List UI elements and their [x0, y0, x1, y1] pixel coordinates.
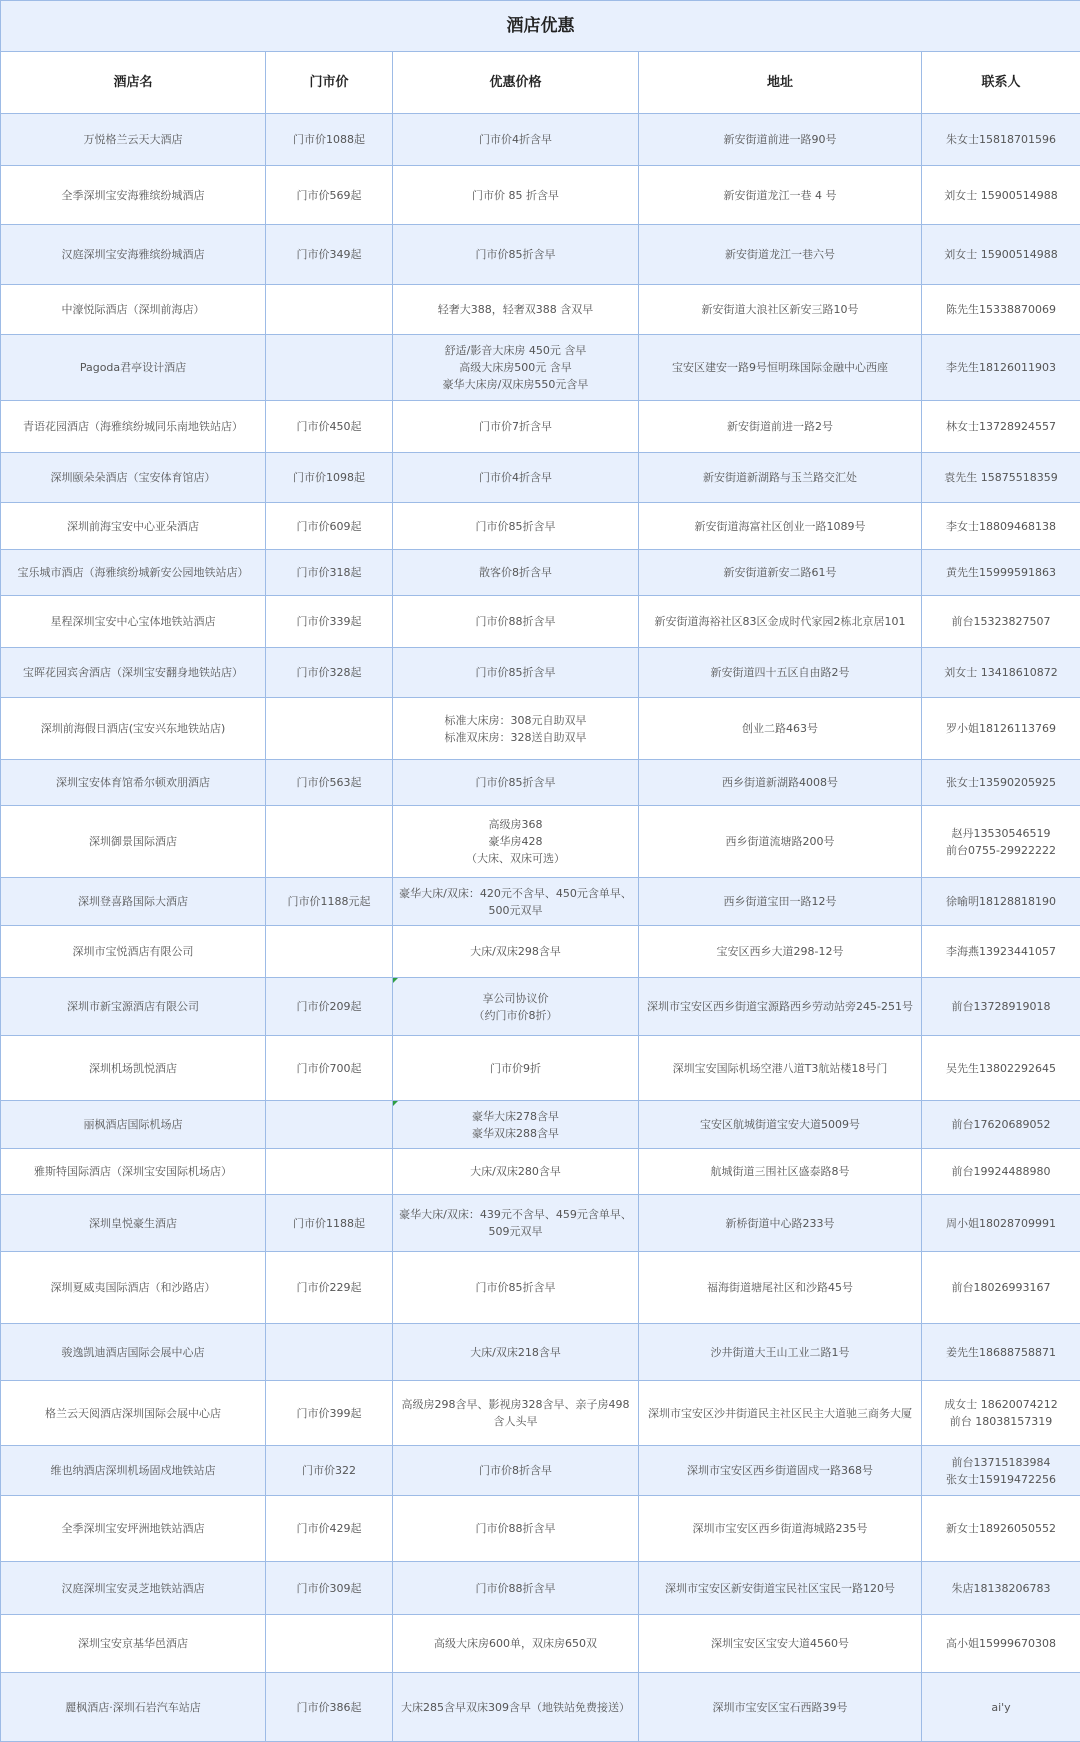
address-cell: 新安街道四十五区自由路2号: [639, 648, 922, 698]
address-cell: 深圳市宝安区新安街道宝民社区宝民一路120号: [639, 1562, 922, 1615]
discount-cell-line: 大床285含早双床309含早（地铁站免费接送）: [399, 1699, 632, 1716]
table-row: [1, 285, 1080, 335]
discount-cell-line: 散客价8折含早: [399, 564, 632, 581]
contact-cell: [922, 1446, 1080, 1496]
discount-cell-line: 高级房298含早、影视房328含早、亲子房498含人头早: [399, 1396, 632, 1430]
contact-cell-line: 黄先生15999591863: [928, 564, 1074, 581]
address-cell: 沙井街道大王山工业二路1号: [639, 1324, 922, 1381]
discount-cell-line: 门市价4折含早: [399, 131, 632, 148]
header-address: 地址: [639, 52, 922, 114]
table-row: [1, 1615, 1080, 1673]
contact-cell: [922, 1615, 1080, 1673]
rack-rate-cell: [266, 335, 393, 401]
contact-cell-line: 前台17620689052: [928, 1116, 1074, 1133]
table-body: [1, 114, 1080, 1742]
discount-cell-line: 豪华大床/双床：420元不含早、450元含单早、500元双早: [399, 885, 632, 919]
contact-cell: [922, 1562, 1080, 1615]
address-cell: 新桥街道中心路233号: [639, 1195, 922, 1252]
address-cell: 航城街道三围社区盛泰路8号: [639, 1149, 922, 1195]
hotel-name-cell: 骏逸凯迪酒店国际会展中心店: [1, 1324, 266, 1381]
contact-cell: [922, 225, 1080, 285]
contact-cell: [922, 114, 1080, 166]
table-row: [1, 550, 1080, 596]
address-cell: 深圳市宝安区西乡街道宝源路西乡劳动站旁245-251号: [639, 978, 922, 1036]
address-cell: 新安街道龙江一巷六号: [639, 225, 922, 285]
contact-cell-line: 前台13728919018: [928, 998, 1074, 1015]
contact-cell: [922, 335, 1080, 401]
contact-cell: [922, 1149, 1080, 1195]
table-row: [1, 596, 1080, 648]
address-cell: 西乡街道新湖路4008号: [639, 760, 922, 806]
hotel-name-cell: 深圳夏威夷国际酒店（和沙路店）: [1, 1252, 266, 1324]
rack-rate-cell: 门市价322: [266, 1446, 393, 1496]
discount-cell: [393, 1562, 639, 1615]
discount-cell: [393, 978, 639, 1036]
rack-rate-cell: [266, 1149, 393, 1195]
rack-rate-cell: [266, 806, 393, 878]
hotel-name-cell: 深圳前海宝安中心亚朵酒店: [1, 503, 266, 550]
table-row: [1, 1195, 1080, 1252]
contact-cell-line: 高小姐15999670308: [928, 1635, 1074, 1652]
hotel-name-cell: 全季深圳宝安坪洲地铁站酒店: [1, 1496, 266, 1562]
discount-cell-line: 大床/双床280含早: [399, 1163, 632, 1180]
contact-cell: [922, 648, 1080, 698]
table-row: [1, 225, 1080, 285]
discount-cell: [393, 806, 639, 878]
discount-cell: [393, 550, 639, 596]
hotel-name-cell: 星程深圳宝安中心宝体地铁站酒店: [1, 596, 266, 648]
contact-cell: [922, 1673, 1080, 1742]
contact-cell: [922, 806, 1080, 878]
rack-rate-cell: 门市价349起: [266, 225, 393, 285]
table-title: 酒店优惠: [1, 1, 1080, 52]
address-cell: 宝安区建安一路9号恒明珠国际金融中心西座: [639, 335, 922, 401]
discount-cell: [393, 401, 639, 453]
address-cell: 新安街道前进一路2号: [639, 401, 922, 453]
rack-rate-cell: [266, 285, 393, 335]
address-cell: 深圳市宝安区西乡街道固戍一路368号: [639, 1446, 922, 1496]
table-row: [1, 1381, 1080, 1446]
rack-rate-cell: 门市价1088起: [266, 114, 393, 166]
table-row: [1, 114, 1080, 166]
table-row: [1, 878, 1080, 926]
contact-cell: [922, 166, 1080, 225]
discount-cell: [393, 1615, 639, 1673]
discount-cell: [393, 285, 639, 335]
discount-cell: [393, 335, 639, 401]
contact-cell-line: 罗小姐18126113769: [928, 720, 1074, 737]
contact-cell: [922, 1496, 1080, 1562]
discount-cell-line: 门市价88折含早: [399, 1520, 632, 1537]
contact-cell: [922, 453, 1080, 503]
discount-cell-line: 门市价85折含早: [399, 246, 632, 263]
discount-cell: [393, 1252, 639, 1324]
discount-cell-line: 豪华双床288含早: [399, 1125, 632, 1142]
table-row: [1, 760, 1080, 806]
discount-cell: [393, 760, 639, 806]
rack-rate-cell: 门市价429起: [266, 1496, 393, 1562]
contact-cell: [922, 978, 1080, 1036]
address-cell: 新安街道大浪社区新安三路10号: [639, 285, 922, 335]
contact-cell-line: 朱女士15818701596: [928, 131, 1074, 148]
address-cell: 创业二路463号: [639, 698, 922, 760]
discount-cell: [393, 1381, 639, 1446]
contact-cell: [922, 926, 1080, 978]
hotel-name-cell: 深圳登喜路国际大酒店: [1, 878, 266, 926]
contact-cell-line: 前台18026993167: [928, 1279, 1074, 1296]
discount-cell: [393, 698, 639, 760]
contact-cell-line: 前台0755-29922222: [928, 842, 1074, 859]
discount-cell-line: 享公司协议价: [399, 990, 632, 1007]
discount-cell-line: 门市价8折含早: [399, 1462, 632, 1479]
rack-rate-cell: [266, 1101, 393, 1149]
address-cell: 深圳宝安国际机场空港八道T3航站楼18号门: [639, 1036, 922, 1101]
rack-rate-cell: 门市价339起: [266, 596, 393, 648]
address-cell: 新安街道海富社区创业一路1089号: [639, 503, 922, 550]
table-row: [1, 335, 1080, 401]
rack-rate-cell: 门市价328起: [266, 648, 393, 698]
address-cell: 深圳市宝安区宝石西路39号: [639, 1673, 922, 1742]
discount-cell-line: 高级房368: [399, 816, 632, 833]
contact-cell-line: 刘女士 15900514988: [928, 187, 1074, 204]
rack-rate-cell: 门市价609起: [266, 503, 393, 550]
table-row: [1, 1324, 1080, 1381]
rack-rate-cell: [266, 1615, 393, 1673]
contact-cell-line: 前台19924488980: [928, 1163, 1074, 1180]
discount-cell: [393, 166, 639, 225]
table-row: [1, 978, 1080, 1036]
header-discount-price: 优惠价格: [393, 52, 639, 114]
contact-cell-line: 徐喻明18128818190: [928, 893, 1074, 910]
discount-cell: [393, 1149, 639, 1195]
discount-cell-line: （大床、双床可选）: [399, 850, 632, 867]
contact-cell-line: 张女士13590205925: [928, 774, 1074, 791]
hotel-name-cell: 麗枫酒店·深圳石岩汽车站店: [1, 1673, 266, 1742]
hotel-name-cell: 汉庭深圳宝安海雅缤纷城酒店: [1, 225, 266, 285]
contact-cell: [922, 285, 1080, 335]
contact-cell-line: 前台 18038157319: [928, 1413, 1074, 1430]
table-row: [1, 1101, 1080, 1149]
rack-rate-cell: 门市价563起: [266, 760, 393, 806]
contact-cell-line: 前台13715183984: [928, 1454, 1074, 1471]
address-cell: 新安街道新安二路61号: [639, 550, 922, 596]
table-row: [1, 1036, 1080, 1101]
hotel-name-cell: 格兰云天阅酒店深圳国际会展中心店: [1, 1381, 266, 1446]
rack-rate-cell: [266, 926, 393, 978]
hotel-name-cell: 深圳宝安京基华邑酒店: [1, 1615, 266, 1673]
contact-cell-line: 刘女士 13418610872: [928, 664, 1074, 681]
discount-cell: [393, 225, 639, 285]
discount-cell: [393, 926, 639, 978]
header-hotel-name: 酒店名: [1, 52, 266, 114]
contact-cell: [922, 550, 1080, 596]
rack-rate-cell: 门市价450起: [266, 401, 393, 453]
contact-cell-line: 刘女士 15900514988: [928, 246, 1074, 263]
hotel-name-cell: Pagoda君亭设计酒店: [1, 335, 266, 401]
hotel-name-cell: 深圳市新宝源酒店有限公司: [1, 978, 266, 1036]
discount-cell-line: 门市价4折含早: [399, 469, 632, 486]
table-row: [1, 1673, 1080, 1742]
header-contact: 联系人: [922, 52, 1080, 114]
address-cell: 福海街道塘尾社区和沙路45号: [639, 1252, 922, 1324]
table-row: [1, 648, 1080, 698]
address-cell: 新安街道前进一路90号: [639, 114, 922, 166]
hotel-name-cell: 雅斯特国际酒店（深圳宝安国际机场店）: [1, 1149, 266, 1195]
discount-cell-line: 豪华房428: [399, 833, 632, 850]
discount-cell-line: 大床/双床298含早: [399, 943, 632, 960]
contact-cell-line: 姜先生18688758871: [928, 1344, 1074, 1361]
rack-rate-cell: 门市价1188元起: [266, 878, 393, 926]
contact-cell-line: 周小姐18028709991: [928, 1215, 1074, 1232]
hotel-name-cell: 全季深圳宝安海雅缤纷城酒店: [1, 166, 266, 225]
contact-cell: [922, 1324, 1080, 1381]
discount-cell-line: 豪华大床/双床：439元不含早、459元含单早、509元双早: [399, 1206, 632, 1240]
discount-cell-line: 门市价88折含早: [399, 613, 632, 630]
contact-cell-line: 成女士 18620074212: [928, 1396, 1074, 1413]
discount-cell: [393, 878, 639, 926]
rack-rate-cell: 门市价399起: [266, 1381, 393, 1446]
rack-rate-cell: [266, 698, 393, 760]
discount-cell-line: 门市价7折含早: [399, 418, 632, 435]
address-cell: 深圳市宝安区沙井街道民主社区民主大道驰三商务大厦: [639, 1381, 922, 1446]
address-cell: 新安街道新湖路与玉兰路交汇处: [639, 453, 922, 503]
discount-cell: [393, 1036, 639, 1101]
contact-cell: [922, 596, 1080, 648]
contact-cell-line: 张女士15919472256: [928, 1471, 1074, 1488]
contact-cell-line: 李先生18126011903: [928, 359, 1074, 376]
address-cell: 深圳市宝安区西乡街道海城路235号: [639, 1496, 922, 1562]
rack-rate-cell: 门市价309起: [266, 1562, 393, 1615]
table-row: [1, 926, 1080, 978]
hotel-name-cell: 深圳机场凯悦酒店: [1, 1036, 266, 1101]
contact-cell-line: 朱店18138206783: [928, 1580, 1074, 1597]
hotel-name-cell: 深圳宝安体育馆希尔顿欢朋酒店: [1, 760, 266, 806]
contact-cell-line: 李海燕13923441057: [928, 943, 1074, 960]
hotel-name-cell: 维也纳酒店深圳机场固戍地铁站店: [1, 1446, 266, 1496]
address-cell: 西乡街道宝田一路12号: [639, 878, 922, 926]
discount-cell-line: （约门市价8折）: [399, 1007, 632, 1024]
hotel-name-cell: 宝乐城市酒店（海雅缤纷城新安公园地铁站店）: [1, 550, 266, 596]
address-cell: 宝安区西乡大道298-12号: [639, 926, 922, 978]
contact-cell-line: 赵丹13530546519: [928, 825, 1074, 842]
discount-cell: [393, 596, 639, 648]
discount-cell-line: 门市价9折: [399, 1060, 632, 1077]
discount-cell: [393, 1101, 639, 1149]
contact-cell-line: 袁先生 15875518359: [928, 469, 1074, 486]
table-row: [1, 1446, 1080, 1496]
discount-cell: [393, 114, 639, 166]
rack-rate-cell: 门市价1098起: [266, 453, 393, 503]
discount-cell: [393, 1496, 639, 1562]
contact-cell-line: 陈先生15338870069: [928, 301, 1074, 318]
rack-rate-cell: 门市价386起: [266, 1673, 393, 1742]
discount-cell: [393, 1195, 639, 1252]
discount-cell-line: 高级大床房600单，双床房650双: [399, 1635, 632, 1652]
contact-cell-line: 吴先生13802292645: [928, 1060, 1074, 1077]
contact-cell-line: 李女士18809468138: [928, 518, 1074, 535]
table-row: [1, 1149, 1080, 1195]
discount-cell-line: 舒适/影音大床房 450元 含早: [399, 342, 632, 359]
hotel-name-cell: 青语花园酒店（海雅缤纷城同乐南地铁站店）: [1, 401, 266, 453]
discount-cell-line: 门市价85折含早: [399, 1279, 632, 1296]
contact-cell: [922, 1101, 1080, 1149]
header-rack-rate: 门市价: [266, 52, 393, 114]
contact-cell-line: 林女士13728924557: [928, 418, 1074, 435]
contact-cell-line: ai'y: [928, 1699, 1074, 1716]
hotel-name-cell: 深圳御景国际酒店: [1, 806, 266, 878]
discount-cell: [393, 1673, 639, 1742]
discount-cell: [393, 1446, 639, 1496]
discount-cell-line: 标准大床房：308元自助双早: [399, 712, 632, 729]
discount-cell-line: 标准双床房：328送自助双早: [399, 729, 632, 746]
rack-rate-cell: 门市价229起: [266, 1252, 393, 1324]
rack-rate-cell: 门市价318起: [266, 550, 393, 596]
discount-cell: [393, 453, 639, 503]
contact-cell: [922, 1381, 1080, 1446]
table-row: [1, 698, 1080, 760]
contact-cell: [922, 1036, 1080, 1101]
table-row: [1, 1252, 1080, 1324]
hotel-name-cell: 深圳皇悦豪生酒店: [1, 1195, 266, 1252]
discount-cell-line: 大床/双床218含早: [399, 1344, 632, 1361]
discount-cell: [393, 1324, 639, 1381]
contact-cell: [922, 503, 1080, 550]
discount-cell-line: 豪华大床房/双床房550元含早: [399, 376, 632, 393]
discount-cell-line: 门市价85折含早: [399, 664, 632, 681]
discount-cell-line: 门市价 85 折含早: [399, 187, 632, 204]
discount-cell-line: 轻奢大388，轻奢双388 含双早: [399, 301, 632, 318]
contact-cell: [922, 1252, 1080, 1324]
contact-cell: [922, 760, 1080, 806]
address-cell: 深圳宝安区宝安大道4560号: [639, 1615, 922, 1673]
hotel-name-cell: 丽枫酒店国际机场店: [1, 1101, 266, 1149]
discount-cell-line: 门市价88折含早: [399, 1580, 632, 1597]
rack-rate-cell: [266, 1324, 393, 1381]
hotel-name-cell: 宝晖花园宾舍酒店（深圳宝安翻身地铁站店）: [1, 648, 266, 698]
discount-cell-line: 豪华大床278含早: [399, 1108, 632, 1125]
hotel-name-cell: 汉庭深圳宝安灵芝地铁站酒店: [1, 1562, 266, 1615]
rack-rate-cell: 门市价569起: [266, 166, 393, 225]
discount-cell: [393, 648, 639, 698]
discount-cell-line: 门市价85折含早: [399, 774, 632, 791]
discount-cell-line: 门市价85折含早: [399, 518, 632, 535]
address-cell: 宝安区航城街道宝安大道5009号: [639, 1101, 922, 1149]
address-cell: 新安街道海裕社区83区金成时代家园2栋北京居101: [639, 596, 922, 648]
table-row: [1, 401, 1080, 453]
hotel-name-cell: 万悦格兰云天大酒店: [1, 114, 266, 166]
hotel-name-cell: 中濠悦际酒店（深圳前海店）: [1, 285, 266, 335]
discount-cell: [393, 503, 639, 550]
table-row: [1, 806, 1080, 878]
rack-rate-cell: 门市价1188起: [266, 1195, 393, 1252]
contact-cell-line: 前台15323827507: [928, 613, 1074, 630]
contact-cell: [922, 401, 1080, 453]
table-row: [1, 166, 1080, 225]
table-row: [1, 1562, 1080, 1615]
rack-rate-cell: 门市价700起: [266, 1036, 393, 1101]
table-row: [1, 453, 1080, 503]
hotel-name-cell: 深圳颐朵朵酒店（宝安体育馆店）: [1, 453, 266, 503]
discount-cell-line: 高级大床房500元 含早: [399, 359, 632, 376]
address-cell: 西乡街道流塘路200号: [639, 806, 922, 878]
rack-rate-cell: 门市价209起: [266, 978, 393, 1036]
hotel-name-cell: 深圳前海假日酒店(宝安兴东地铁站店): [1, 698, 266, 760]
table-row: [1, 1496, 1080, 1562]
address-cell: 新安街道龙江一巷 4 号: [639, 166, 922, 225]
hotel-name-cell: 深圳市宝悦酒店有限公司: [1, 926, 266, 978]
contact-cell: [922, 1195, 1080, 1252]
contact-cell: [922, 698, 1080, 760]
contact-cell-line: 新女士18926050552: [928, 1520, 1074, 1537]
contact-cell: [922, 878, 1080, 926]
table-row: [1, 503, 1080, 550]
